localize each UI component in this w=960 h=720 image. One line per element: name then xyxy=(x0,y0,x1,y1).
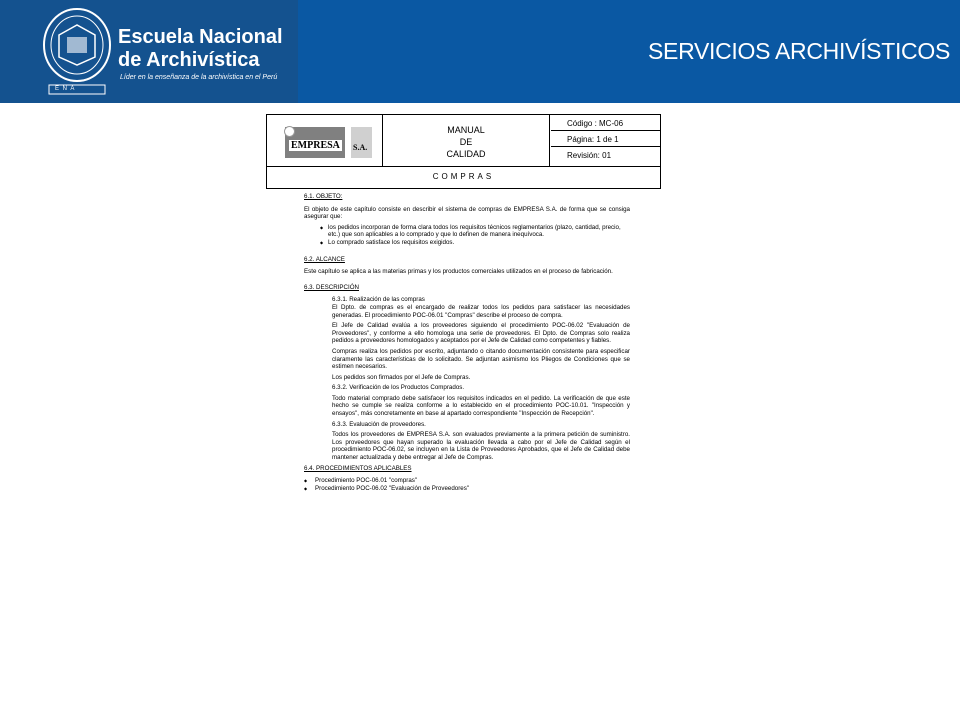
page-title: SERVICIOS ARCHIVÍSTICOS xyxy=(648,38,950,64)
manual-title-line: DE xyxy=(459,137,473,147)
paragraph: Todo material comprado debe satisfacer los requisitos indicados en el pedido. La verificación de que este hecho se cumple se realiza conforme a lo establecido en el procedimiento POC-10.01. "Inspección y ensayos", más concretamente en base al apartado correspondiente "Inspección de Recepción". xyxy=(332,394,630,418)
logo-panel xyxy=(0,0,298,103)
school-name xyxy=(118,26,283,72)
company-logo-cell xyxy=(267,115,383,166)
document-revision: Revisión: 01 xyxy=(567,151,612,160)
paragraph: El objeto de este capítulo consiste en describir el sistema de compras de EMPRESA S.A. de forma que se consiga asegurar que: xyxy=(304,205,630,221)
document-subject: COMPRAS xyxy=(267,166,660,188)
manual-title-line: CALIDAD xyxy=(446,149,486,159)
paragraph: Todos los proveedores de EMPRESA S.A. son evaluados previamente a la primera petición de suministro. Los proveedores que hayan superado la evaluación llevada a cabo por el Jefe de Calidad según el procedimiento POC-06.02, se incluyen en la Lista de Proveedores Aprobados, que el Jefe de Calidad debe mantener actualizada y debe entregar al Jefe de Compras. xyxy=(332,431,630,462)
school-name-line2: de Archivística xyxy=(118,49,260,71)
list-item: ◆ Procedimiento POC-06.02 "Evaluación de Proveedores" xyxy=(304,485,630,493)
school-tagline: Líder en la enseñanza de la archivística en el Perú xyxy=(120,74,278,81)
document-body xyxy=(304,193,630,492)
paragraph: Los pedidos son firmados por el Jefe de Compras. xyxy=(332,373,471,381)
paragraph: Compras realiza los pedidos por escrito, adjuntando o citando documentación consistente para especificar claramente las características de lo solicitado. Se adjuntan asimismo los Pliegos de Condiciones que se estimen necesarios. xyxy=(332,347,630,371)
subsection-title: 6.3.3. Evaluación de proveedores. xyxy=(332,420,426,428)
section-heading: 6.4. PROCEDIMIENTOS APLICABLES xyxy=(304,464,412,472)
archive-seal-icon xyxy=(41,5,113,95)
document-image xyxy=(266,114,661,492)
section-heading: 6.3. DESCRIPCIÓN xyxy=(304,283,360,291)
paragraph: El Jefe de Calidad evalúa a los proveedores siguiendo el procedimiento POC-06.02 "Evaluación de Proveedores", y conforme a ello homologa una serie de proveedores. El Dpto. de Compras solo realiza pedidos a proveedores homologados y aceptados por el Jefe de Calidad como competentes y fiables. xyxy=(332,322,630,345)
list-item: ◆ Lo comprado satisface los requisitos exigidos. xyxy=(320,239,630,247)
logo-dot-icon xyxy=(284,126,295,137)
paragraph: El Dpto. de compras es el encargado de realizar todos los pedidos para satisfacer las necesidades generadas. El procedimiento POC-06.01 "Compras" describe el proceso de compra. xyxy=(332,303,630,319)
paragraph: Este capítulo se aplica a las materias primas y los productos comerciales utilizados en el proceso de fabricación. xyxy=(304,268,613,276)
subsection-title: 6.3.1. Realización de las compras xyxy=(332,296,425,304)
subsection-title: 6.3.2. Verificación de los Productos Comprados. xyxy=(332,384,465,392)
company-logo-text: EMPRESA xyxy=(291,140,340,151)
seal-text: E N A xyxy=(55,86,76,92)
document-page: Página: 1 de 1 xyxy=(551,131,660,147)
list-item: ◆ los pedidos incorporan de forma clara todos los requisitos técnicos reglamentarios (plazo, cantidad, precio, etc.) que son aplicables a lo comprado y que lo definen de manera inequívoca. xyxy=(320,224,630,239)
bullet-list xyxy=(304,224,630,247)
manual-title xyxy=(383,115,550,166)
company-logo-sa-text: S.A. xyxy=(353,143,368,152)
document-meta xyxy=(551,115,660,166)
document-code: Código : MC-06 xyxy=(551,115,660,131)
school-name-line1: Escuela Nacional xyxy=(118,26,283,48)
section-heading: 6.2. ALCANCE xyxy=(304,255,345,263)
procedure-list xyxy=(304,477,630,492)
section-heading: 6.1. OBJETO: xyxy=(304,193,343,200)
list-item: ◆ Procedimiento POC-06.01 "compras" xyxy=(304,477,630,485)
document-header-table xyxy=(266,114,661,189)
header-bar xyxy=(0,0,960,103)
manual-title-line: MANUAL xyxy=(447,125,485,135)
subsection-block xyxy=(332,296,630,461)
